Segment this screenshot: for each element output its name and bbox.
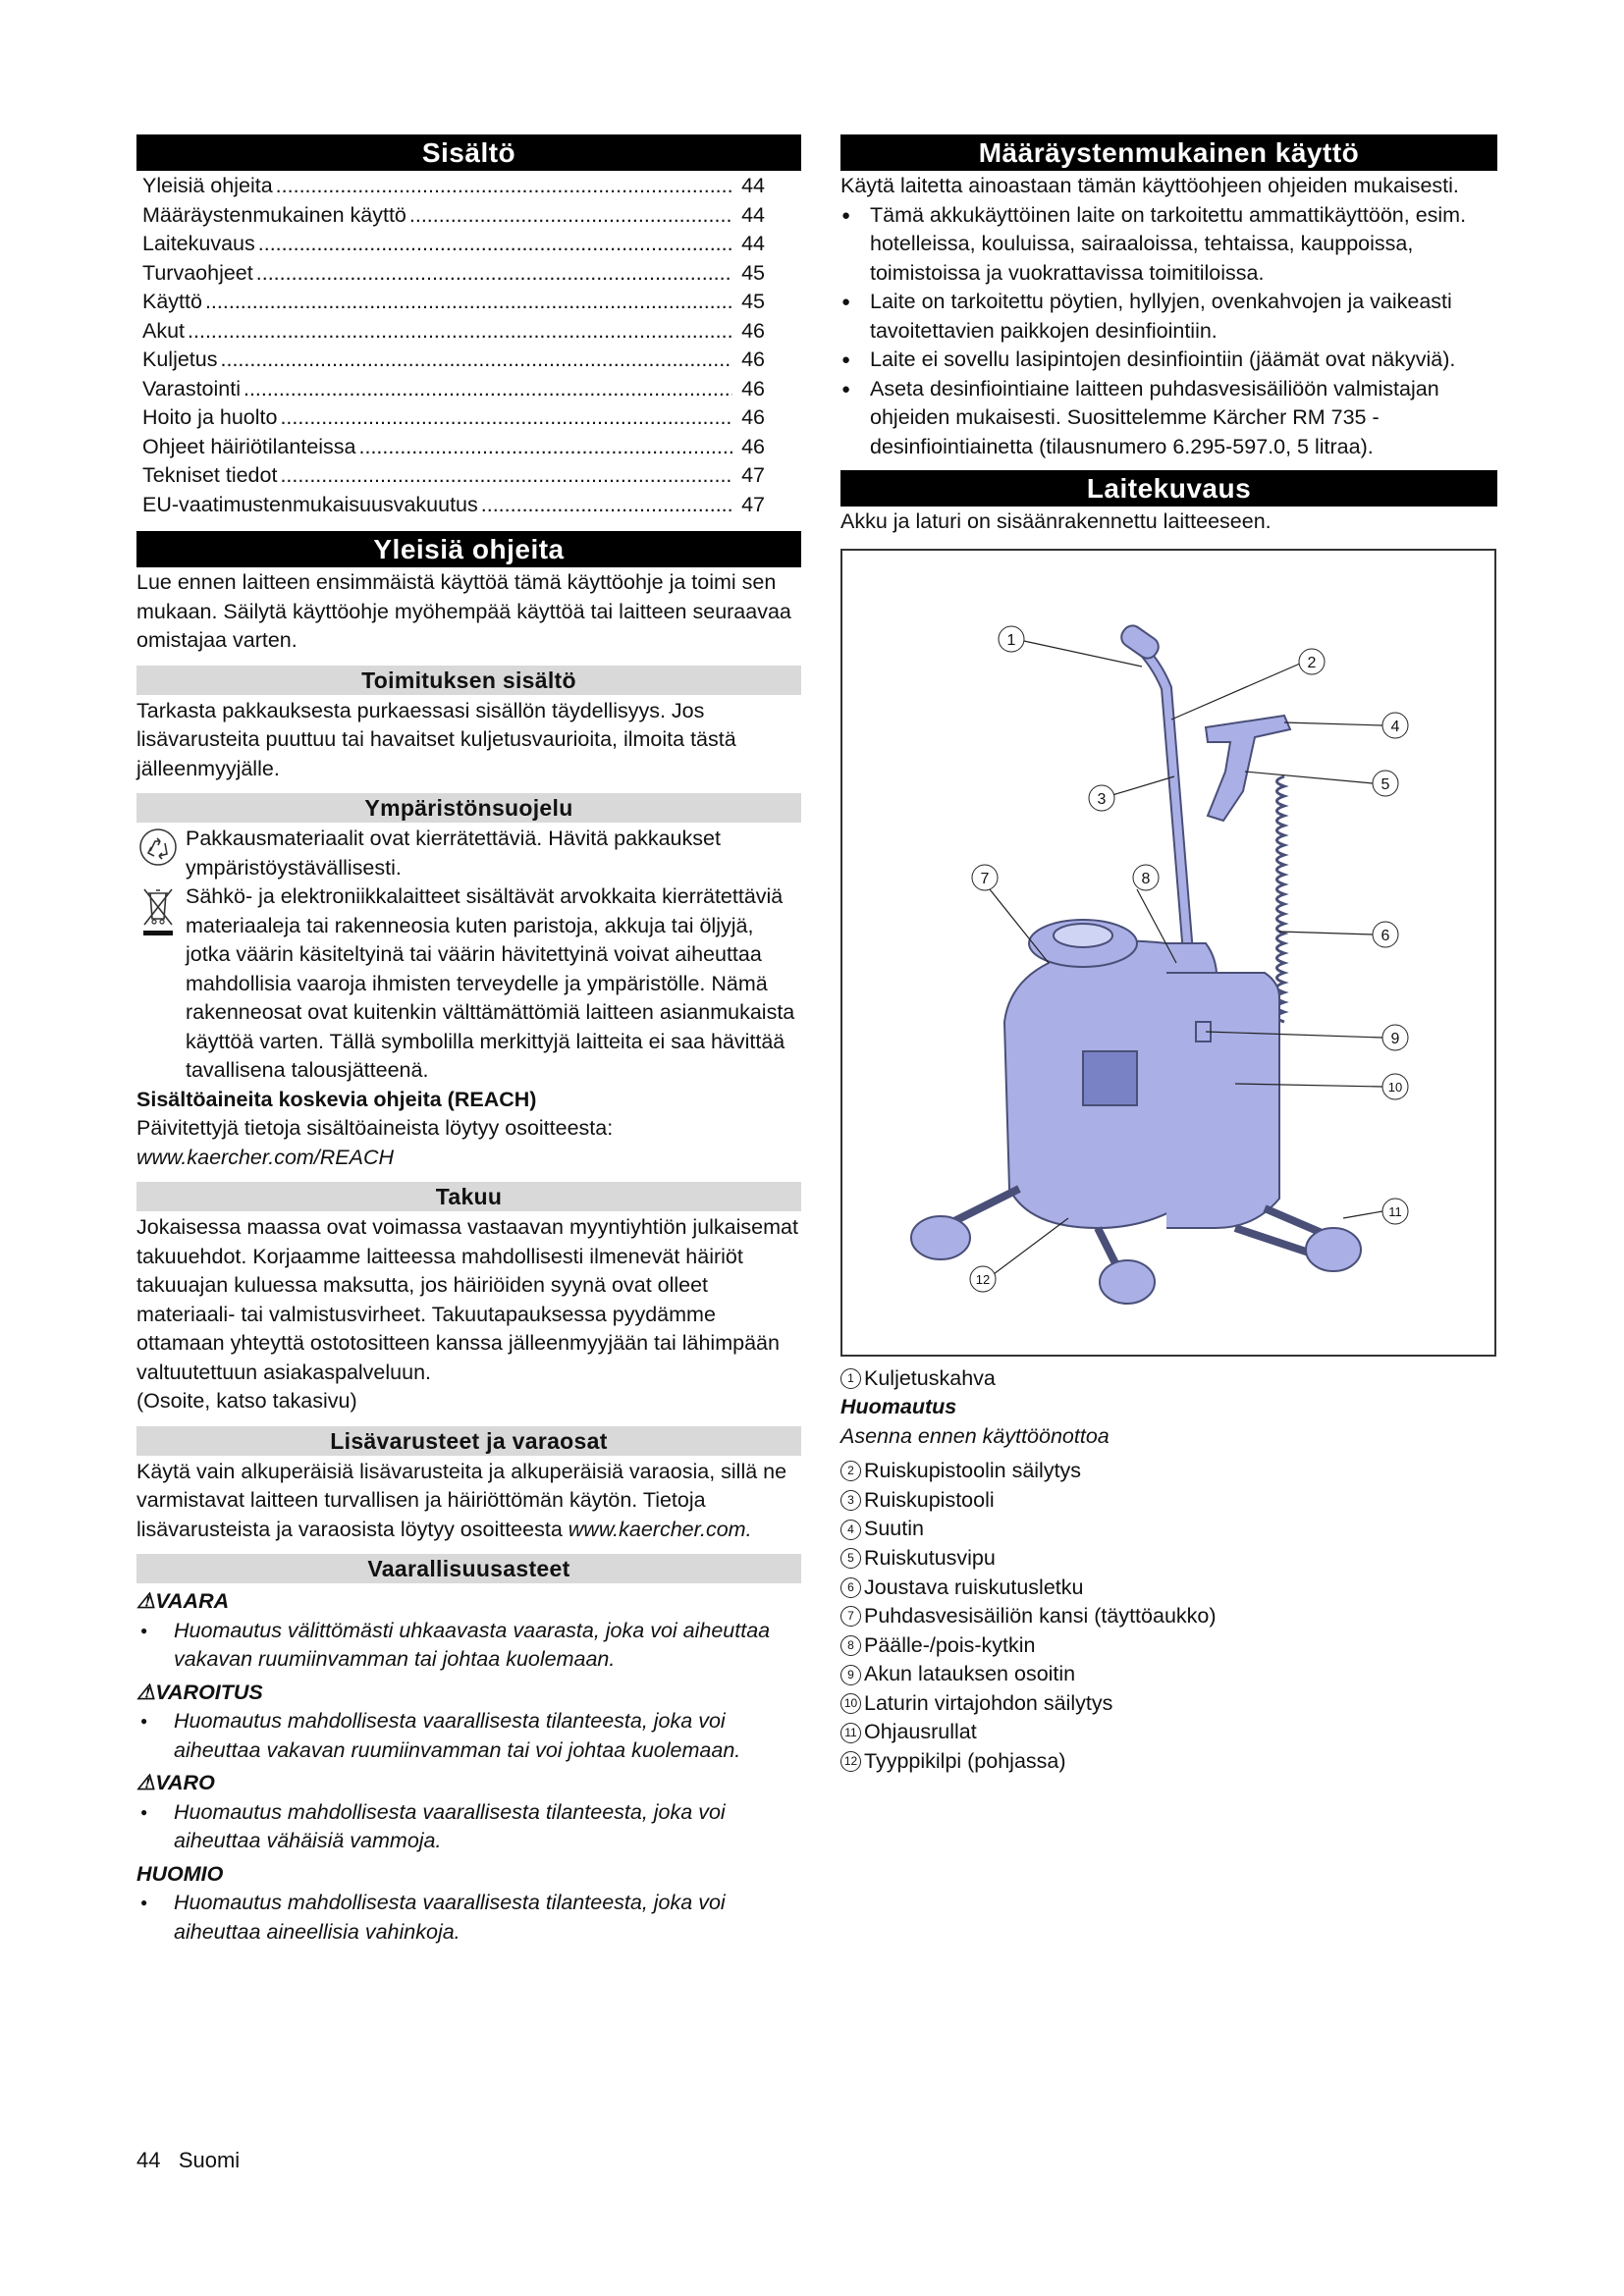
toc-list	[136, 172, 801, 519]
hazard-level: ⚠VARO ● Huomautus mahdollisesta vaarallisesta tilanteesta, joka voi aiheuttaa vähäisiä vammoja.	[136, 1769, 801, 1856]
svg-text:4: 4	[1390, 718, 1400, 735]
warranty-address: (Osoite, katso takasivu)	[136, 1389, 357, 1413]
warranty-text: Jokaisessa maassa ovat voimassa vastaavan myyntiyhtiön julkaisemat takuuehdot. Korjaamme laitteessa mahdollisesti ilmenevät häiriöt takuuajan kuluessa maksutta, jos häiriöiden syynä ovat olleet materiaali- tai valmistusvirheet. Takuutapauksessa pyydämme ottamaan yhteyttä ostotositteen kanssa jälleenmyyjään tai lähimpään valtuutettuun asiakaspalveluun.	[136, 1215, 798, 1384]
toc-item[interactable]: EU-vaatimustenmukaisuusvakuutus ..... 47	[136, 491, 801, 520]
svg-text:12: 12	[975, 1271, 991, 1287]
right-column	[840, 134, 1497, 1777]
legend-item: 10 Laturin virtajohdon säilytys	[840, 1689, 1497, 1719]
legend-item: 1 Kuljetuskahva	[840, 1364, 1497, 1394]
svg-text:10: 10	[1387, 1079, 1403, 1095]
hazard-level: ⚠VAROITUS ● Huomautus mahdollisesta vaarallisesta tilanteesta, joka voi aiheuttaa vakavan ruumiinvamman tai voi johtaa kuolemaan.	[136, 1679, 801, 1766]
recycle-note: Pakkausmateriaalit ovat kierrätettäviä. Hävitä pakkaukset ympäristöystävällisesti.	[136, 825, 801, 882]
hazard-level: ⚠VAARA ● Huomautus välittömästi uhkaavasta vaarasta, joka voi aiheuttaa vakavan ruumiinvamman tai johtaa kuolemaan.	[136, 1587, 801, 1675]
toc-item[interactable]: Määräystenmukainen käyttö ..... 44	[136, 201, 801, 231]
legend-item: 9 Akun latauksen osoitin	[840, 1660, 1497, 1689]
intended-use-title: Määräystenmukainen käyttö	[840, 134, 1497, 171]
general-text: Lue ennen laitteen ensimmäistä käyttöä tämä käyttöohje ja toimi sen mukaan. Säilytä käyttöohje myöhempää käyttöä tai laitteen seuraavaa omistajaa varten.	[136, 570, 791, 652]
toc-item[interactable]: Käyttö ..... 45	[136, 288, 801, 317]
legend-item: 6 Joustava ruiskutusletku	[840, 1573, 1497, 1602]
svg-text:2: 2	[1307, 654, 1317, 671]
svg-text:9: 9	[1390, 1030, 1400, 1047]
toc-item[interactable]: Turvaohjeet ..... 45	[136, 259, 801, 289]
hazard-level: HUOMIO ● Huomautus mahdollisesta vaarallisesta tilanteesta, joka voi aiheuttaa aineellisia vahinkoja.	[136, 1860, 801, 1948]
svg-text:11: 11	[1388, 1203, 1402, 1219]
left-column	[136, 134, 801, 1947]
toc-item[interactable]: Tekniset tiedot ..... 47	[136, 461, 801, 491]
toc-item[interactable]: Laitekuvaus ..... 44	[136, 230, 801, 259]
footer-language: Suomi	[178, 2148, 241, 2172]
warranty-title: Takuu	[136, 1182, 801, 1211]
reach-link[interactable]: www.kaercher.com/REACH	[136, 1145, 395, 1169]
weee-note: Sähkö- ja elektroniikkalaitteet sisältävät arvokkaita kierrätettäviä materiaaleja tai rakenneosia kuten paristoja, akkuja tai öljyjä, jotka väärin käsiteltyinä tai väärin hävitettyinä voivat aiheuttaa mahdollisia vaaroja ihmisten terveydelle ja ympäristölle. Nämä rakenneosat ovat kuitenkin välttämättömiä laitteen asianmukaista käyttöä varten. Tällä symbolilla merkittyjä laitteita ei saa hävittää tavallisena talousjätteenä.	[136, 882, 801, 1086]
page-number: 44	[136, 2148, 161, 2172]
environment-title: Ympäristönsuojelu	[136, 793, 801, 823]
legend-item: 7 Puhdasvesisäiliön kansi (täyttöaukko)	[840, 1602, 1497, 1631]
delivery-title: Toimituksen sisältö	[136, 666, 801, 695]
hazards-title: Vaarallisuusasteet	[136, 1554, 801, 1583]
reach-text: Päivitettyjä tietoja sisältöaineista löytyy osoitteesta: www.kaercher.com/REACH	[136, 1116, 614, 1169]
accessories-title: Lisävarusteet ja varaosat	[136, 1426, 801, 1456]
sprayer-device-illustration	[842, 551, 1494, 1355]
note-text: Asenna ennen käyttöönottoa	[840, 1423, 1110, 1448]
accessories-link[interactable]: www.kaercher.com.	[568, 1517, 752, 1541]
note-title: Huomautus	[840, 1395, 957, 1419]
delivery-text: Tarkasta pakkauksesta purkaessasi sisällön täydellisyys. Jos lisävarusteita puuttuu tai havaitset kuljetusvaurioita, ilmoita tästä jälleenmyyjälle.	[136, 698, 736, 780]
description-title: Laitekuvaus	[840, 470, 1497, 507]
toc-item[interactable]: Ohjeet häiriötilanteissa ..... 46	[136, 433, 801, 462]
svg-text:3: 3	[1097, 790, 1107, 808]
svg-text:7: 7	[980, 870, 990, 887]
legend-item: 2 Ruiskupistoolin säilytys	[840, 1457, 1497, 1486]
intended-use-bullet: ● Aseta desinfiointiaine laitteen puhdasvesisäiliöön valmistajan ohjeiden mukaisesti. Suosittelemme Kärcher RM 735 -desinfiointiainetta (tilausnumero 6.295-597.0, 5 litraa).	[840, 375, 1497, 462]
intended-use-bullet: ● Laite on tarkoitettu pöytien, hyllyjen, ovenkahvojen ja vaikeasti tavoitettavien paikkojen desinfiointiin.	[840, 288, 1497, 346]
general-title: Yleisiä ohjeita	[136, 531, 801, 567]
recycle-icon	[138, 828, 178, 867]
toc-item[interactable]: Varastointi ..... 46	[136, 375, 801, 404]
accessories-text: Käytä vain alkuperäisiä lisävarusteita ja alkuperäisiä varaosia, sillä ne varmistavat laitteen turvallisen ja häiriöttömän käytön. Tietoja lisävarusteista ja varaosista löytyy osoitteesta www.kaercher.com.	[136, 1459, 787, 1541]
warning-triangle-icon: ⚠	[136, 1771, 156, 1794]
crossed-bin-icon	[138, 885, 178, 936]
legend-item: 4 Suutin	[840, 1515, 1497, 1544]
page-footer	[136, 2146, 240, 2175]
svg-text:8: 8	[1141, 870, 1151, 887]
toc-title: Sisältö	[136, 134, 801, 171]
toc-item[interactable]: Akut ..... 46	[136, 317, 801, 347]
svg-text:1: 1	[1006, 631, 1016, 649]
legend-item: 3 Ruiskupistooli	[840, 1486, 1497, 1516]
device-figure	[840, 549, 1496, 1357]
svg-text:6: 6	[1380, 927, 1390, 944]
intended-use-intro: Käytä laitetta ainoastaan tämän käyttöohjeen ohjeiden mukaisesti.	[840, 174, 1459, 197]
legend-item: 5 Ruiskutusvipu	[840, 1544, 1497, 1574]
legend	[840, 1364, 1497, 1777]
description-intro: Akku ja laturi on sisäänrakennettu laitteeseen.	[840, 509, 1272, 533]
warning-triangle-icon: ⚠	[136, 1589, 156, 1613]
intended-use-bullet: ● Tämä akkukäyttöinen laite on tarkoitettu ammattikäyttöön, esim. hotelleissa, kouluissa, sairaaloissa, tehtaissa, kauppoissa, toimistoissa ja vuokrattavissa toimitiloissa.	[840, 201, 1497, 289]
svg-text:5: 5	[1380, 775, 1390, 793]
warning-triangle-icon: ⚠	[136, 1680, 156, 1704]
toc-item[interactable]: Hoito ja huolto ..... 46	[136, 403, 801, 433]
intended-use-bullet: ● Laite ei sovellu lasipintojen desinfiointiin (jäämät ovat näkyviä).	[840, 346, 1497, 375]
toc-item[interactable]: Yleisiä ohjeita ..... 44	[136, 172, 801, 201]
reach-title: Sisältöaineita koskevia ohjeita (REACH)	[136, 1087, 537, 1111]
legend-item: 8 Päälle-/pois-kytkin	[840, 1631, 1497, 1661]
legend-item: 12 Tyyppikilpi (pohjassa)	[840, 1747, 1497, 1777]
legend-item: 11 Ohjausrullat	[840, 1718, 1497, 1747]
toc-item[interactable]: Kuljetus ..... 46	[136, 346, 801, 375]
